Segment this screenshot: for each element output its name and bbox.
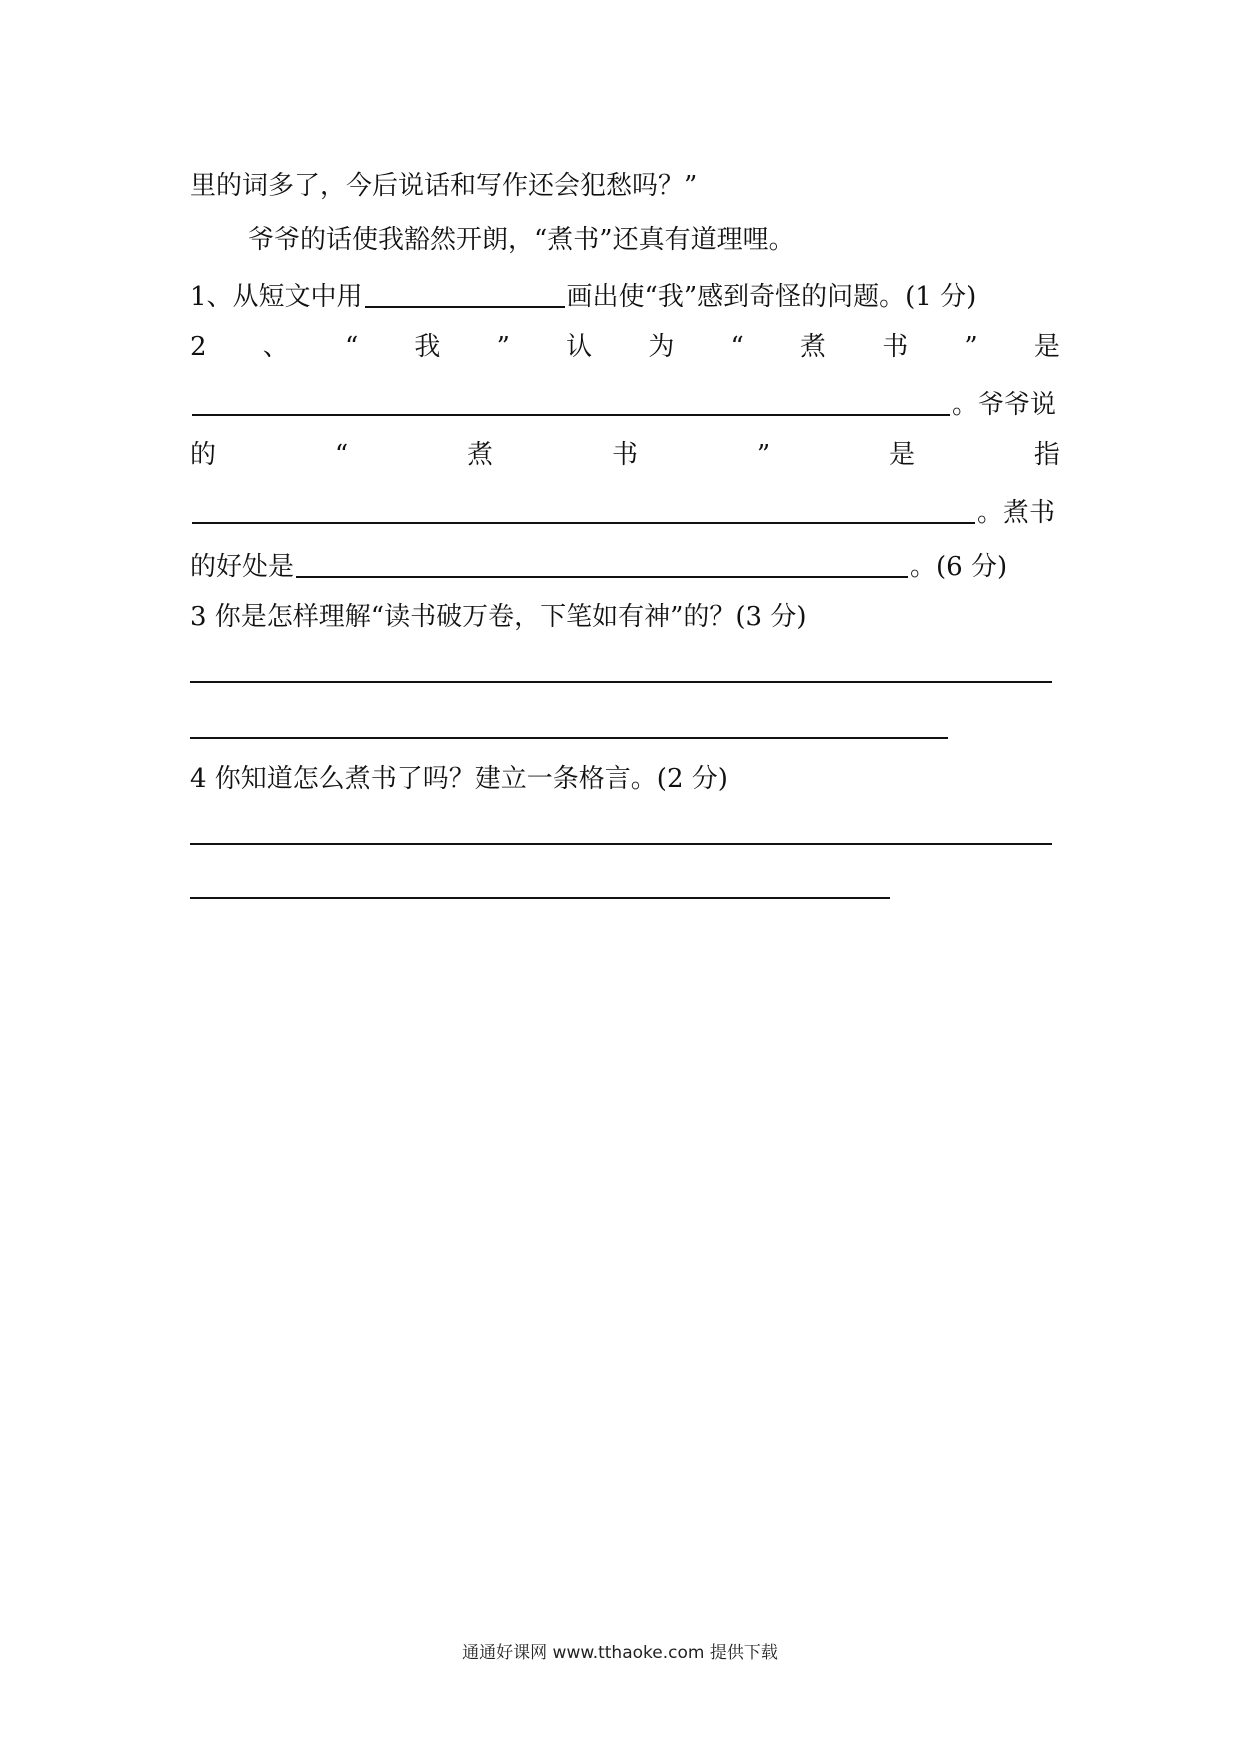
justified-char: “	[344, 332, 359, 362]
justified-char: 指	[1033, 440, 1060, 470]
question-2-line-1	[190, 327, 1060, 367]
justified-char: 煮	[467, 440, 494, 470]
justified-char: 我	[414, 332, 441, 362]
footer-credit: 通通好课网 www.tthaoke.com 提供下载	[462, 1643, 778, 1663]
justified-char: ”	[756, 440, 771, 470]
justified-char: “	[730, 332, 744, 362]
justified-char: 是	[1033, 332, 1060, 362]
justified-char: 煮	[800, 332, 827, 362]
question-4-answer-line-1[interactable]	[190, 843, 1052, 845]
question-2-blank-3[interactable]	[296, 546, 908, 578]
question-4: 4 你知道怎么煮书了吗？建立一条格言。(2 分)	[190, 764, 728, 794]
question-2-line-4	[190, 489, 1060, 533]
question-2-line-2-text: 。爷爷说	[952, 390, 1057, 420]
justified-char: 认	[566, 332, 593, 362]
question-1-blank[interactable]	[365, 276, 565, 308]
question-2-blank-2[interactable]	[192, 492, 975, 524]
passage-line-1: 里的词多了，今后说话和写作还会犯愁吗？”	[190, 171, 698, 201]
justified-char: 2	[190, 332, 207, 362]
justified-char: ”	[964, 332, 978, 362]
justified-char: 的	[190, 440, 217, 470]
justified-char: 是	[889, 440, 916, 470]
question-1-prefix: 1、从短文中用	[190, 282, 363, 312]
question-2-line-3	[190, 435, 1060, 475]
question-2-line-5-prefix: 的好处是	[190, 552, 295, 582]
question-2-line-5-suffix: 。(6 分)	[910, 552, 1008, 582]
justified-char: 书	[882, 332, 909, 362]
question-2-blank-1[interactable]	[192, 384, 950, 416]
question-1-suffix: 画出使“我”感到奇怪的问题。(1 分)	[566, 282, 977, 312]
question-3: 3 你是怎样理解“读书破万卷，下笔如有神”的？(3 分)	[190, 602, 807, 632]
question-2-line-2	[190, 381, 1060, 425]
passage-line-2: 爷爷的话使我豁然开朗，“煮书”还真有道理哩。	[248, 225, 795, 255]
justified-char: 为	[648, 332, 675, 362]
justified-char: 书	[611, 440, 638, 470]
question-1	[190, 273, 1060, 317]
question-4-answer-line-2[interactable]	[190, 897, 890, 899]
question-3-answer-line-1[interactable]	[190, 681, 1052, 683]
justified-char: 、	[262, 332, 289, 362]
justified-char: ”	[496, 332, 510, 362]
question-3-answer-line-2[interactable]	[190, 737, 948, 739]
question-2-line-5	[190, 543, 1060, 587]
question-2-line-4-text: 。煮书	[977, 498, 1056, 528]
justified-char: “	[334, 440, 349, 470]
